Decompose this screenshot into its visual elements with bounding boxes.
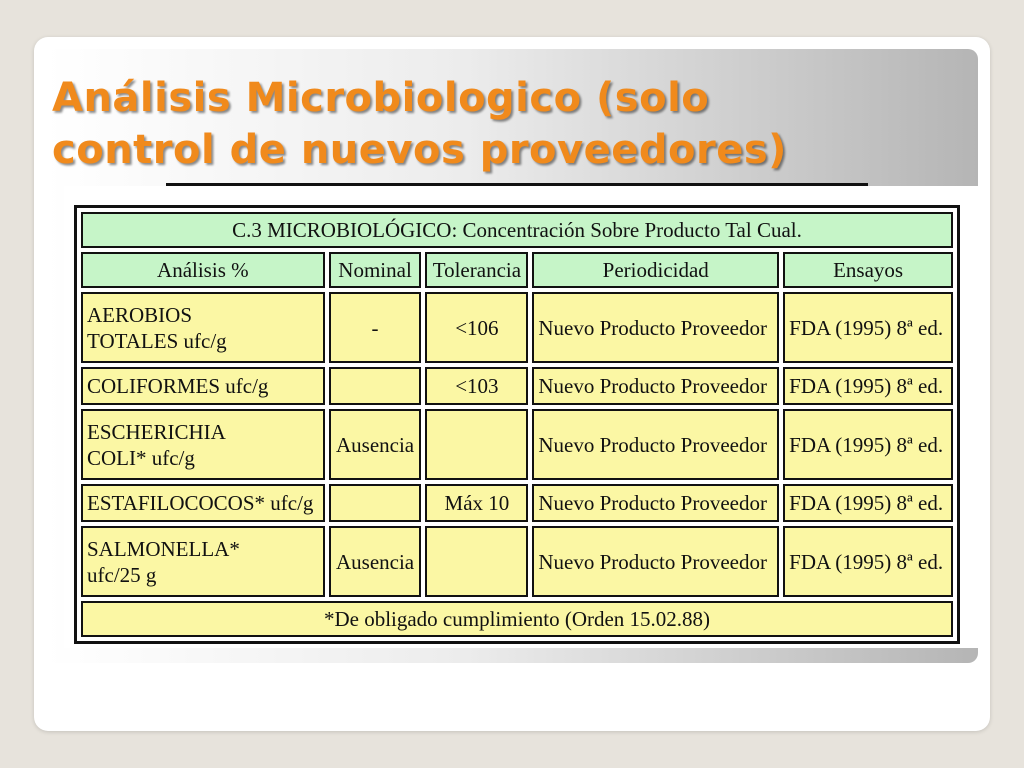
analisis-line-2: ufc/25 g [87,562,157,587]
analisis-line-1: ESCHERICHIA [87,419,226,444]
cell-ensayos: FDA (1995) 8ª ed. [783,409,953,480]
cell-ensayos: FDA (1995) 8ª ed. [783,526,953,597]
table-footnote-row [81,601,953,637]
slide-title-line-2: control de nuevos proveedores) [52,127,787,173]
analisis-line-1: AEROBIOS [87,302,193,327]
analisis-line-2: TOTALES ufc/g [87,328,227,353]
table-footnote: *De obligado cumplimiento (Orden 15.02.88) [81,601,953,637]
table-row [81,367,953,405]
table-row [81,292,953,363]
cell-tolerancia [425,409,528,480]
cell-ensayos: FDA (1995) 8ª ed. [783,484,953,522]
analisis-line-2: COLI* ufc/g [87,445,195,470]
table-header-row [81,252,953,288]
cell-analisis [81,409,325,480]
cell-nominal: - [329,292,422,363]
header-ensayos: Ensayos [783,252,953,288]
cell-analisis: ESTAFILOCOCOS* ufc/g [81,484,325,522]
analisis-line-1: SALMONELLA* [87,536,240,561]
cell-tolerancia: <103 [425,367,528,405]
cell-nominal [329,484,422,522]
table-row [81,526,953,597]
cell-ensayos: FDA (1995) 8ª ed. [783,367,953,405]
cell-nominal: Ausencia [329,409,422,480]
cell-ensayos: FDA (1995) 8ª ed. [783,292,953,363]
slide-title-line-1: Análisis Microbiologico (solo [52,75,710,121]
header-tolerancia: Tolerancia [425,252,528,288]
header-periodicidad: Periodicidad [532,252,779,288]
cell-periodicidad: Nuevo Producto Proveedor [532,292,779,363]
header-nominal: Nominal [329,252,422,288]
cell-periodicidad: Nuevo Producto Proveedor [532,409,779,480]
cell-analisis: COLIFORMES ufc/g [81,367,325,405]
slide-title [52,72,952,176]
table-row [81,484,953,522]
cell-tolerancia: Máx 10 [425,484,528,522]
cell-nominal: Ausencia [329,526,422,597]
cell-periodicidad: Nuevo Producto Proveedor [532,484,779,522]
table-caption-row [81,212,953,248]
table-row [81,409,953,480]
cell-periodicidad: Nuevo Producto Proveedor [532,526,779,597]
cell-tolerancia: <106 [425,292,528,363]
cell-analisis [81,292,325,363]
header-analisis: Análisis % [81,252,325,288]
cell-analisis [81,526,325,597]
cell-nominal [329,367,422,405]
cell-periodicidad: Nuevo Producto Proveedor [532,367,779,405]
microbiology-table [74,205,960,644]
table-caption: C.3 MICROBIOLÓGICO: Concentración Sobre Producto Tal Cual. [81,212,953,248]
cell-tolerancia [425,526,528,597]
